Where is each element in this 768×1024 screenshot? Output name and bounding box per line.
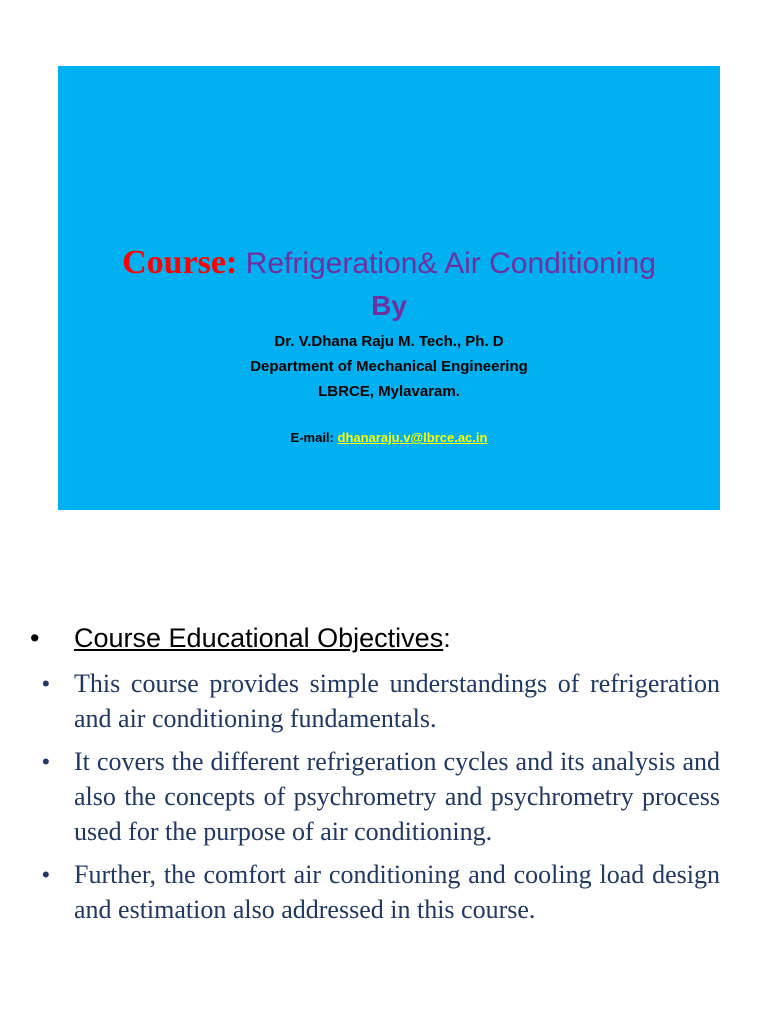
email-link[interactable]: dhanaraju.v@lbrce.ac.in [337, 430, 488, 445]
email-line [58, 428, 720, 448]
objective-item [30, 857, 720, 927]
objective-item [30, 666, 720, 736]
objective-text: Further, the comfort air conditioning and cooling load design and estimation also addressed in this course. [74, 860, 720, 924]
title-slide [58, 66, 720, 510]
objectives-heading-suffix: : [443, 623, 451, 653]
objectives-heading [30, 618, 720, 658]
course-label: Course: [122, 244, 238, 281]
objectives-section [30, 618, 720, 927]
institution-name: LBRCE, Mylavaram. [318, 383, 460, 400]
bullet-icon: • [42, 862, 50, 887]
author-block [58, 329, 720, 404]
course-title: Refrigeration& Air Conditioning [237, 247, 656, 280]
course-title-line [58, 242, 720, 284]
email-label: E-mail: [290, 430, 338, 445]
bullet-icon: • [42, 671, 50, 696]
department-name: Department of Mechanical Engineering [250, 358, 528, 375]
objectives-heading-text: Course Educational Objectives [74, 623, 444, 653]
objective-item [30, 744, 720, 849]
objective-text: This course provides simple understandings of refrigeration and air conditioning fundamentals. [74, 669, 720, 733]
objective-text: It covers the different refrigeration cycles and its analysis and also the concepts of psychrometry and psychrometry process used for the purpose of air conditioning. [74, 747, 720, 846]
bullet-icon: • [42, 749, 50, 774]
author-name: Dr. V.Dhana Raju M. Tech., Ph. D [274, 333, 504, 350]
by-label: By [371, 290, 407, 321]
bullet-icon: • [30, 623, 40, 653]
